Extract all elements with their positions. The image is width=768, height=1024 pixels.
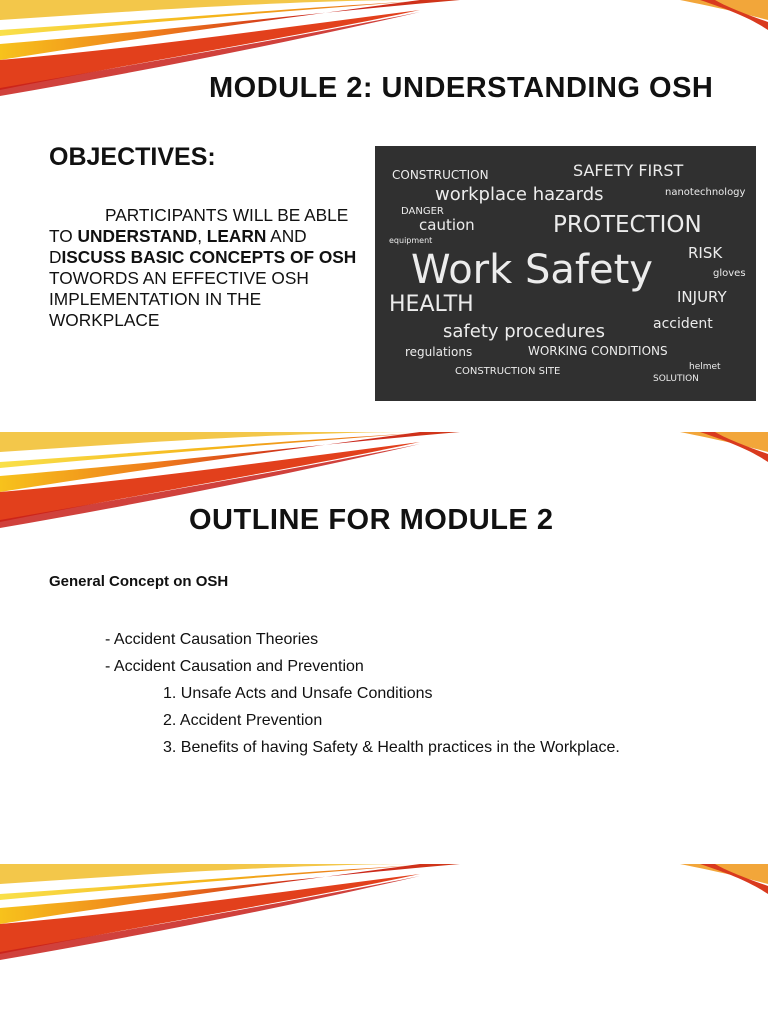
objectives-text-part: TOWORDS AN EFFECTIVE OSH IMPLEMENTATION IN THE WORKPLACE — [49, 268, 309, 330]
general-concept-heading: General Concept on OSH — [49, 573, 229, 590]
word-health: HEALTH — [389, 292, 474, 317]
slide-3 — [0, 864, 768, 1024]
word-work-safety: Work Safety — [411, 247, 653, 293]
sub-list-item: 2. Accident Prevention — [163, 712, 323, 729]
word-working-conditions: WORKING CONDITIONS — [528, 344, 668, 358]
objectives-heading: OBJECTIVES: — [49, 143, 216, 171]
objectives-text-part: AND D — [49, 226, 307, 267]
objectives-bold-discuss: ISCUSS BASIC CONCEPTS OF OSH — [61, 247, 357, 267]
outline-title: OUTLINE FOR MODULE 2 — [189, 504, 554, 536]
objectives-text-part: , — [197, 226, 207, 246]
word-nanotechnology: nanotechnology — [665, 187, 746, 198]
list-item: - Accident Causation and Prevention — [105, 658, 364, 675]
word-solution: SOLUTION — [653, 374, 699, 384]
word-construction: CONSTRUCTION — [392, 168, 489, 182]
word-risk: RISK — [688, 244, 723, 262]
page-title: MODULE 2: UNDERSTANDING OSH — [209, 72, 714, 104]
sub-list-item: 1. Unsafe Acts and Unsafe Conditions — [163, 685, 433, 702]
objectives-bold-understand: UNDERSTAND — [77, 226, 198, 246]
word-safety-first: SAFETY FIRST — [573, 161, 684, 180]
word-equipment: equipment — [389, 236, 433, 245]
word-protection: PROTECTION — [553, 212, 702, 238]
work-safety-chalkboard-image — [375, 146, 756, 401]
sub-list-item: 3. Benefits of having Safety & Health practices in the Workplace. — [163, 739, 620, 756]
objectives-text-part: PARTICIPANTS WILL BE ABLE TO — [49, 205, 349, 246]
word-workplace-hazards: workplace hazards — [435, 184, 604, 205]
slide-2 — [0, 432, 768, 852]
word-safety-procedures: safety procedures — [443, 321, 605, 342]
word-helmet: helmet — [689, 362, 721, 372]
word-gloves: gloves — [713, 268, 746, 279]
word-injury: INJURY — [677, 288, 727, 306]
outline-list — [105, 626, 620, 761]
swoosh-decoration — [0, 864, 768, 974]
word-danger: DANGER — [401, 206, 444, 217]
slide-1 — [0, 0, 768, 420]
word-construction-site: CONSTRUCTION SITE — [455, 366, 561, 377]
objectives-text — [49, 205, 369, 331]
word-regulations: regulations — [405, 345, 473, 359]
objectives-bold-learn: LEARN — [206, 226, 267, 246]
word-accident: accident — [653, 316, 713, 332]
list-item: - Accident Causation Theories — [105, 631, 319, 648]
word-caution: caution — [419, 216, 475, 234]
